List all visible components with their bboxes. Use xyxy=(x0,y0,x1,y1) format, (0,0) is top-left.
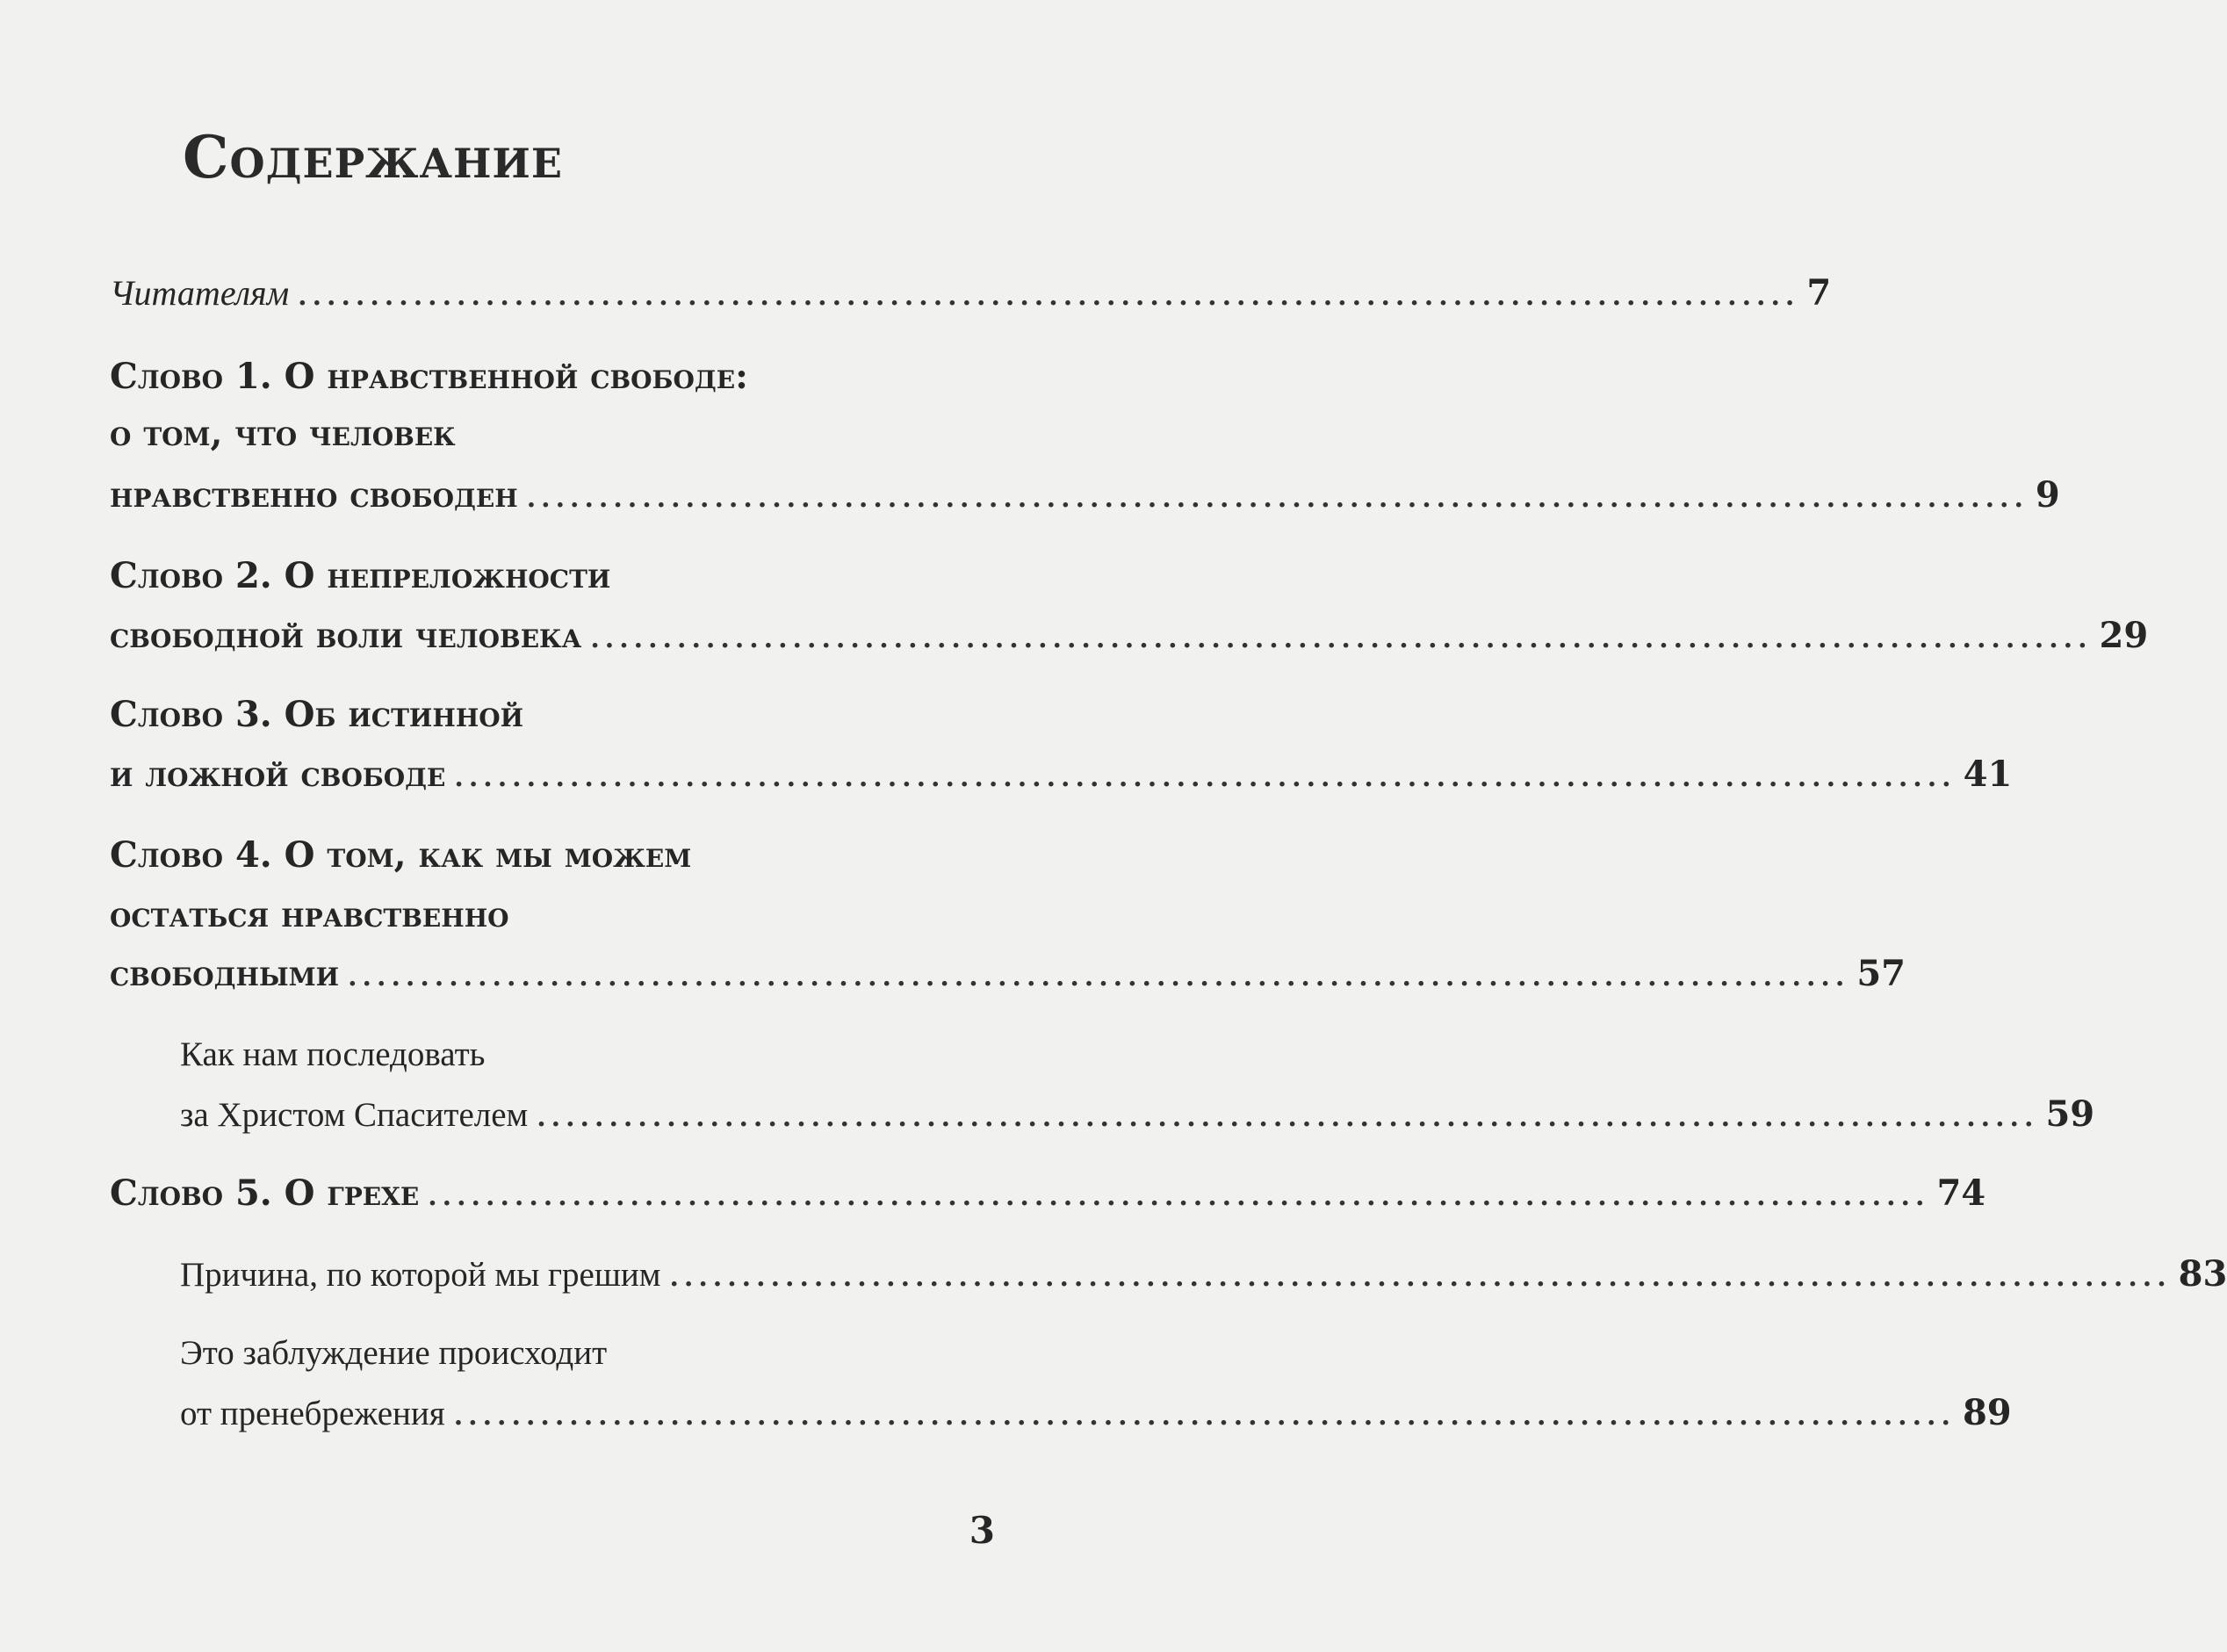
leader-dots: ........................................................................................................ xyxy=(526,483,2029,514)
toc-line-last xyxy=(180,1392,2012,1433)
page-number: 41 xyxy=(1963,754,2013,795)
entry-text: Слово 2. О непреложности xyxy=(110,555,611,596)
toc-line xyxy=(110,694,523,735)
leader-dots: ........................................................................................................ xyxy=(590,624,2093,654)
entry-text: нравственно свободен xyxy=(110,474,518,516)
entry-text: и ложной свободе xyxy=(110,754,446,795)
leader-dots: ........................................................................................................ xyxy=(298,281,1800,312)
toc-line xyxy=(180,1035,485,1074)
toc-line-last xyxy=(180,1253,2227,1295)
leader-dots: ........................................................................................................ xyxy=(454,762,1957,793)
entry-text: Как нам последовать xyxy=(180,1035,486,1073)
entry-text: остаться нравственно xyxy=(110,894,509,935)
toc-line xyxy=(110,834,691,876)
toc-line-last xyxy=(180,1093,2095,1135)
toc-line-last xyxy=(110,615,2149,656)
entry-text: от пренебрежения xyxy=(180,1395,445,1432)
page-number: 59 xyxy=(2045,1093,2095,1135)
entry-text: Причина, по которой мы грешим xyxy=(180,1256,661,1294)
page-number: 83 xyxy=(2178,1253,2227,1295)
toc-line xyxy=(110,555,610,596)
page-number: 89 xyxy=(1962,1392,2012,1433)
leader-dots: ........................................................................................................ xyxy=(348,962,1850,992)
entry-text: Слово 5. О грехе xyxy=(110,1172,420,1214)
toc-line-last xyxy=(110,474,2060,516)
entry-text: Слово 1. О нравственной свободе: xyxy=(110,356,748,397)
toc-line xyxy=(110,894,509,935)
entry-text: свободной воли человека xyxy=(110,615,582,656)
page-number: 9 xyxy=(2035,474,2060,516)
page-title: Содержание xyxy=(183,123,563,191)
leader-dots: ........................................................................................................ xyxy=(453,1401,1956,1432)
page-number: 29 xyxy=(2099,615,2149,656)
page-number: 7 xyxy=(1806,272,1832,314)
entry-text: Это заблуждение происходит xyxy=(180,1334,608,1372)
leader-dots: ........................................................................................................ xyxy=(537,1102,2039,1133)
toc-line xyxy=(180,1333,607,1373)
toc-line-last xyxy=(110,1172,1986,1214)
entry-text: Слово 3. Об истинной xyxy=(110,694,524,735)
leader-dots: ........................................................................................................ xyxy=(669,1262,2172,1293)
leader-dots: ........................................................................................................ xyxy=(428,1181,1930,1212)
entry-text: о том, что человек xyxy=(110,413,456,454)
folio-page-number: 3 xyxy=(969,1509,995,1552)
entry-text: свободными xyxy=(110,953,340,994)
toc-line-last xyxy=(110,953,1906,994)
toc-line-last xyxy=(110,272,1832,314)
toc-line xyxy=(110,413,456,454)
toc-line xyxy=(110,356,748,397)
entry-text: Читателям xyxy=(110,273,290,313)
entry-text: за Христом Спасителем xyxy=(180,1096,529,1134)
page-number: 57 xyxy=(1856,953,1906,994)
page-number: 74 xyxy=(1936,1172,1986,1214)
toc-line-last xyxy=(110,754,2013,795)
entry-text: Слово 4. О том, как мы можем xyxy=(110,834,692,876)
